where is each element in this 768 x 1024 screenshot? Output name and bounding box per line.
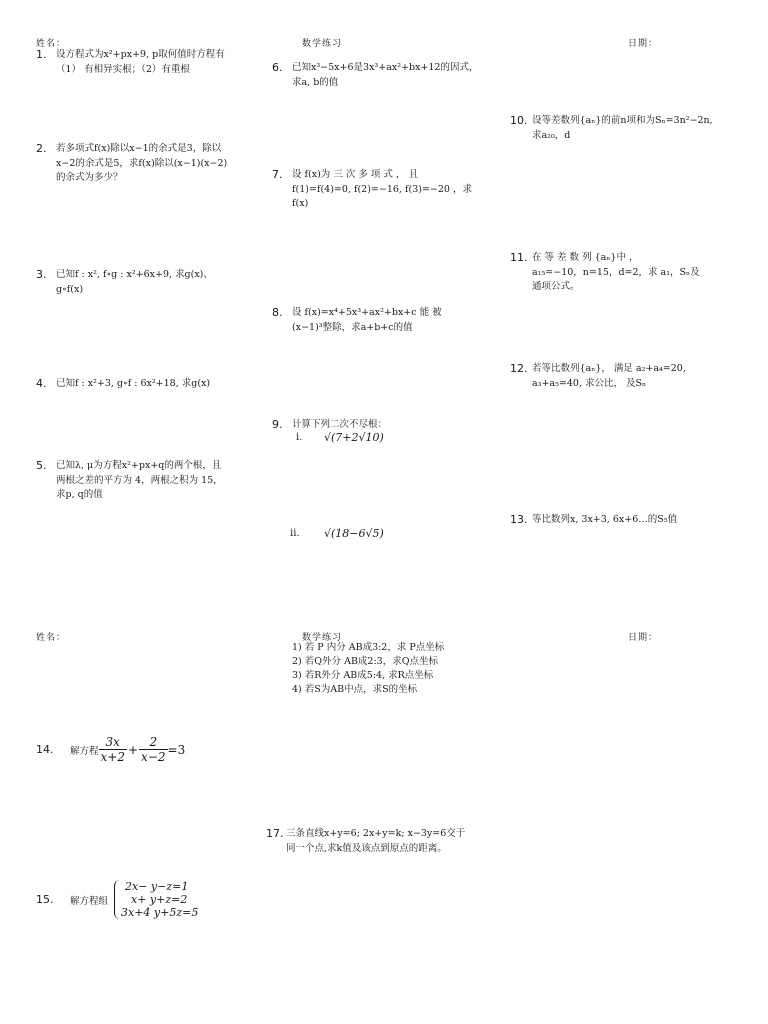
question-4: 4. 已知f : x²+3, g∘f : 6x²+18, 求g(x) [36, 377, 211, 390]
question-11: 11. 在 等 差 数 列 {aₙ}中 ， a₁₅=−10，n=15，d=2，求 a₁，Sₙ及 通项公式。 [510, 251, 700, 292]
question-12: 12. 若等比数列{aₙ}， 满足 a₂+a₄=20, a₃+a₅=40, 求公比， 及Sₙ [510, 362, 686, 389]
question-14: 14. 解方程 $\frac{3x}{x+2}$ + $\frac{2}{x-2}$ =3 [36, 735, 186, 764]
q9-part-i-label: i. [296, 432, 303, 443]
date-label: 日期： [628, 39, 659, 49]
question-1: 1. 设方程式为x²+px+9, p取何值时方程有 （1） 有相异实根；（2）有重根 [36, 48, 225, 75]
worksheet-title-2: 数学练习 [302, 633, 343, 643]
name-label-2: 姓名： [36, 633, 67, 643]
q9-part-i-expr: √(7+2√10) [324, 431, 384, 444]
equation-system: 2x− y−z=1 x+ y+z=2 3x+4 y+5z=5 [114, 880, 198, 919]
question-7: 7. 设 f(x)为 三 次 多 项 式 ， 且 f(1)=f(4)=0, f(2)=−16, f(3)=−20 ，求 f(x) [272, 168, 472, 209]
question-2: 2. 若多项式f(x)除以x−1的余式是3，除以 x−2的余式是5，求f(x)除以(x−1)(x−2) 的余式为多少？ [36, 142, 228, 183]
question-3: 3. 已知f : x², f∘g : x²+6x+9, 求g(x)、 g∘f(x) [36, 268, 213, 295]
worksheet-title: 数学练习 [302, 39, 343, 49]
question-16: 1) 若 P 内分 AB成3:2，求 P点坐标 2) 若Q外分 AB成2:3，求Q点坐标 3) 若R外分 AB成5:4, 求R点坐标 4) 若S为AB中点，求S的坐标 [292, 642, 445, 695]
question-8: 8. 设 f(x)=x⁴+5x³+ax²+bx+c 能 被 (x−1)³整除，求a+b+c的值 [272, 306, 442, 333]
question-5: 5. 已知λ, μ为方程x²+px+q的两个根，且 两根之差的平方为 4，两根之积为 15， 求p, q的值 [36, 459, 223, 500]
question-10: 10. 设等差数列{aₙ}的前n项和为Sₙ=3n²−2n, 求a₂₀，d [510, 114, 713, 141]
question-9: 9. 计算下列二次不尽根： [272, 418, 388, 431]
q9-part-ii-label: ii. [290, 528, 300, 539]
question-6: 6. 已知x³−5x+6是3x³+ax²+bx+12的因式， 求a, b的值 [272, 61, 479, 88]
question-15: 15. 解方程组 2x− y−z=1 x+ y+z=2 3x+4 y+5z=5 [36, 880, 199, 919]
q9-part-ii-expr: √(18−6√5) [324, 527, 384, 540]
name-label: 姓名： [36, 39, 67, 49]
question-17: 17. 三条直线x+y=6; 2x+y=k; x−3y=6交于 同一个点,求k值及该点到原点的距离。 [266, 827, 466, 854]
fraction-2: $\frac{2}{x-2}$ [141, 735, 166, 764]
question-13: 13. 等比数列x, 3x+3, 6x+6…的S₅值 [510, 513, 678, 526]
date-label-2: 日期： [628, 633, 659, 643]
fraction-1: $\frac{3x}{x+2}$ [100, 735, 125, 764]
